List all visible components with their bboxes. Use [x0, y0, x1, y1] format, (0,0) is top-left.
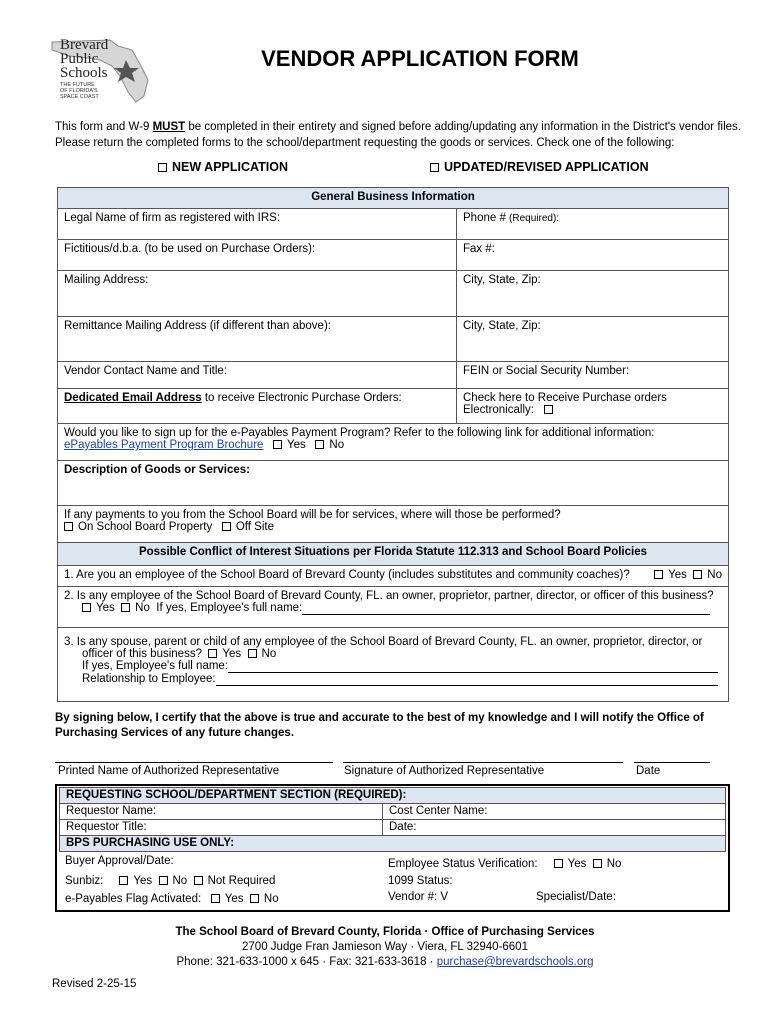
logo-line-3: Schools — [60, 65, 108, 81]
conflict-q1: 1. Are you an employee of the School Board of Brevard County (includes substitutes and community coaches)? — [64, 569, 630, 581]
footer-line-1: The School Board of Brevard County, Florida · Office of Purchasing Services — [175, 926, 595, 938]
check-here-label: Check here to Receive Purchase orders — [463, 392, 667, 404]
updated-application-checkbox[interactable] — [430, 163, 439, 172]
mailing-address-field[interactable]: Mailing Address: — [58, 271, 457, 317]
footer-line-3: Phone: 321-633-1000 x 645 · Fax: 321-633-3618 · — [176, 956, 437, 968]
vendor-number-label: Vendor #: V — [388, 891, 449, 903]
epay-flag-row: e-Payables Flag Activated: Yes No — [65, 893, 279, 905]
printed-name-label: Printed Name of Authorized Representative — [58, 765, 280, 777]
requesting-table — [59, 787, 726, 852]
new-application-label: NEW APPLICATION — [172, 160, 288, 174]
conflict-q3b: officer of this business? — [82, 648, 202, 660]
cost-center-field[interactable]: Cost Center Name: — [383, 804, 726, 820]
conflict-q3a: 3. Is any spouse, parent or child of any employee of the School Board of Brevard County, FL. an owner, proprietor, director, or — [64, 636, 703, 648]
certification-text: By signing below, I certify that the above is true and accurate to the best of my knowledge and I will notify the Office of Purchasing Services of any future changes. — [55, 712, 704, 739]
services-location-row — [58, 506, 729, 543]
epayables-no-checkbox[interactable] — [315, 440, 324, 449]
electronic-po-field — [457, 389, 729, 424]
printed-name-line[interactable] — [55, 762, 333, 763]
intro-post: be completed in their entirety and signed before adding/updating any information in the District's vendor files. — [185, 121, 741, 133]
updated-application-option[interactable] — [430, 160, 649, 174]
q3-yes-checkbox[interactable] — [208, 649, 217, 658]
epayables-brochure-link[interactable]: ePayables Payment Program Brochure — [64, 439, 264, 451]
footer-line-2: 2700 Judge Fran Jamieson Way · Viera, FL 32940-6601 — [242, 941, 528, 953]
off-site-checkbox[interactable] — [222, 522, 231, 531]
conflict-q3-row: 3. Is any spouse, parent or child of any employee of the School Board of Brevard County, FL. an owner, proprietor, director, or officer of this business? Yes No If yes, Employee's full name: Relationship to Employee: — [58, 628, 729, 702]
requesting-date-field[interactable]: Date: — [383, 820, 726, 836]
conflict-q1-row: 1. Are you an employee of the School Board of Brevard County (includes substitutes and community coaches)? Yes No — [58, 566, 729, 587]
fictitious-field[interactable]: Fictitious/d.b.a. (to be used on Purchase Orders): — [58, 240, 457, 271]
requestor-name-field[interactable]: Requestor Name: — [60, 804, 383, 820]
new-application-option[interactable] — [158, 160, 288, 174]
city-state-zip-1-field[interactable]: City, State, Zip: — [457, 271, 729, 317]
epay-flag-yes-checkbox[interactable] — [211, 894, 220, 903]
electronically-label: Electronically: — [463, 404, 534, 416]
signature-line[interactable] — [343, 762, 623, 763]
electronic-po-checkbox[interactable] — [544, 405, 553, 414]
logo-tagline-1: THE FUTURE — [60, 82, 95, 88]
q1-no-checkbox[interactable] — [693, 570, 702, 579]
q3-no-checkbox[interactable] — [248, 649, 257, 658]
email-field[interactable]: Dedicated Email Address to receive Electronic Purchase Orders: — [58, 389, 457, 424]
updated-application-label: UPDATED/REVISED APPLICATION — [444, 160, 649, 174]
epayables-yes-checkbox[interactable] — [273, 440, 282, 449]
status-1099-label: 1099 Status: — [388, 875, 453, 887]
vendor-contact-field[interactable]: Vendor Contact Name and Title: — [58, 362, 457, 389]
phone-field[interactable]: Phone # (Required): — [457, 209, 729, 240]
requestor-title-field[interactable]: Requestor Title: — [60, 820, 383, 836]
city-state-zip-2-field[interactable]: City, State, Zip: — [457, 317, 729, 362]
off-site-label: Off Site — [235, 521, 274, 533]
q3-relationship-line[interactable] — [216, 673, 718, 686]
employee-status-row: Employee Status Verification: Yes No — [388, 858, 622, 870]
fax-field[interactable]: Fax #: — [457, 240, 729, 271]
legal-name-field[interactable]: Legal Name of firm as registered with IRS: — [58, 209, 457, 240]
intro-must: MUST — [152, 121, 186, 133]
q2-no-checkbox[interactable] — [121, 603, 130, 612]
logo-line-1: Brevard — [60, 37, 109, 53]
purchase-email-link[interactable]: purchase@brevardschools.org — [436, 956, 594, 968]
sunbiz-not-required-checkbox[interactable] — [194, 876, 203, 885]
epayables-no-label: No — [329, 439, 345, 451]
epay-flag-no-checkbox[interactable] — [250, 894, 259, 903]
date-label: Date — [636, 765, 661, 777]
remittance-address-field[interactable]: Remittance Mailing Address (if different than above): — [58, 317, 457, 362]
fein-field[interactable]: FEIN or Social Security Number: — [457, 362, 729, 389]
requesting-header: REQUESTING SCHOOL/DEPARTMENT SECTION (REQUIRED): — [60, 788, 726, 804]
q2-name-line[interactable] — [302, 602, 710, 615]
epayables-question: Would you like to sign up for the e-Payables Payment Program? Refer to the following link for additional information: — [64, 427, 655, 439]
signature-label: Signature of Authorized Representative — [344, 765, 545, 777]
new-application-checkbox[interactable] — [158, 163, 167, 172]
intro-pre: This form and W-9 — [55, 121, 153, 133]
buyer-approval-label: Buyer Approval/Date: — [65, 855, 174, 867]
sunbiz-row: Sunbiz: Yes No Not Required — [65, 875, 276, 887]
general-header: General Business Information — [58, 188, 729, 209]
conflict-q2-row: 2. Is any employee of the School Board of Brevard County, FL. an owner, proprietor, partner, director, or officer of this business? Yes No If yes, Employee's full name: — [58, 587, 729, 628]
epayables-yes-label: Yes — [287, 439, 306, 451]
conflict-q2: 2. Is any employee of the School Board of Brevard County, FL. an owner, proprietor, partner, director, or officer of this business? — [64, 590, 714, 602]
q3-name-line[interactable] — [228, 660, 718, 673]
logo-line-2: Public — [60, 51, 99, 67]
on-site-checkbox[interactable] — [64, 522, 73, 531]
goods-services-field[interactable]: Description of Goods or Services: — [58, 461, 729, 506]
conflict-header: Possible Conflict of Interest Situations per Florida Statute 112.313 and School Board Policies — [58, 543, 729, 566]
on-site-label: On School Board Property — [78, 521, 213, 533]
epayables-row — [58, 424, 729, 461]
specialist-date-label: Specialist/Date: — [536, 891, 616, 903]
emp-status-no-checkbox[interactable] — [593, 859, 602, 868]
bps-header: BPS PURCHASING USE ONLY: — [60, 836, 726, 852]
emp-status-yes-checkbox[interactable] — [554, 859, 563, 868]
sunbiz-no-checkbox[interactable] — [159, 876, 168, 885]
intro-line-2: Please return the completed forms to the school/department requesting the goods or services. Check one of the following: — [55, 137, 675, 149]
revised-date: Revised 2-25-15 — [52, 978, 137, 990]
logo-tagline-3: SPACE COAST — [60, 94, 99, 100]
sunbiz-yes-checkbox[interactable] — [119, 876, 128, 885]
page-title: VENDOR APPLICATION FORM — [261, 46, 579, 71]
q2-yes-checkbox[interactable] — [82, 603, 91, 612]
date-line[interactable] — [634, 762, 710, 763]
services-question: If any payments to you from the School Board will be for services, where will those be performed? — [64, 509, 561, 521]
logo-tagline-2: OF FLORIDA'S — [60, 88, 98, 94]
general-business-table — [57, 187, 729, 702]
q1-yes-checkbox[interactable] — [654, 570, 663, 579]
